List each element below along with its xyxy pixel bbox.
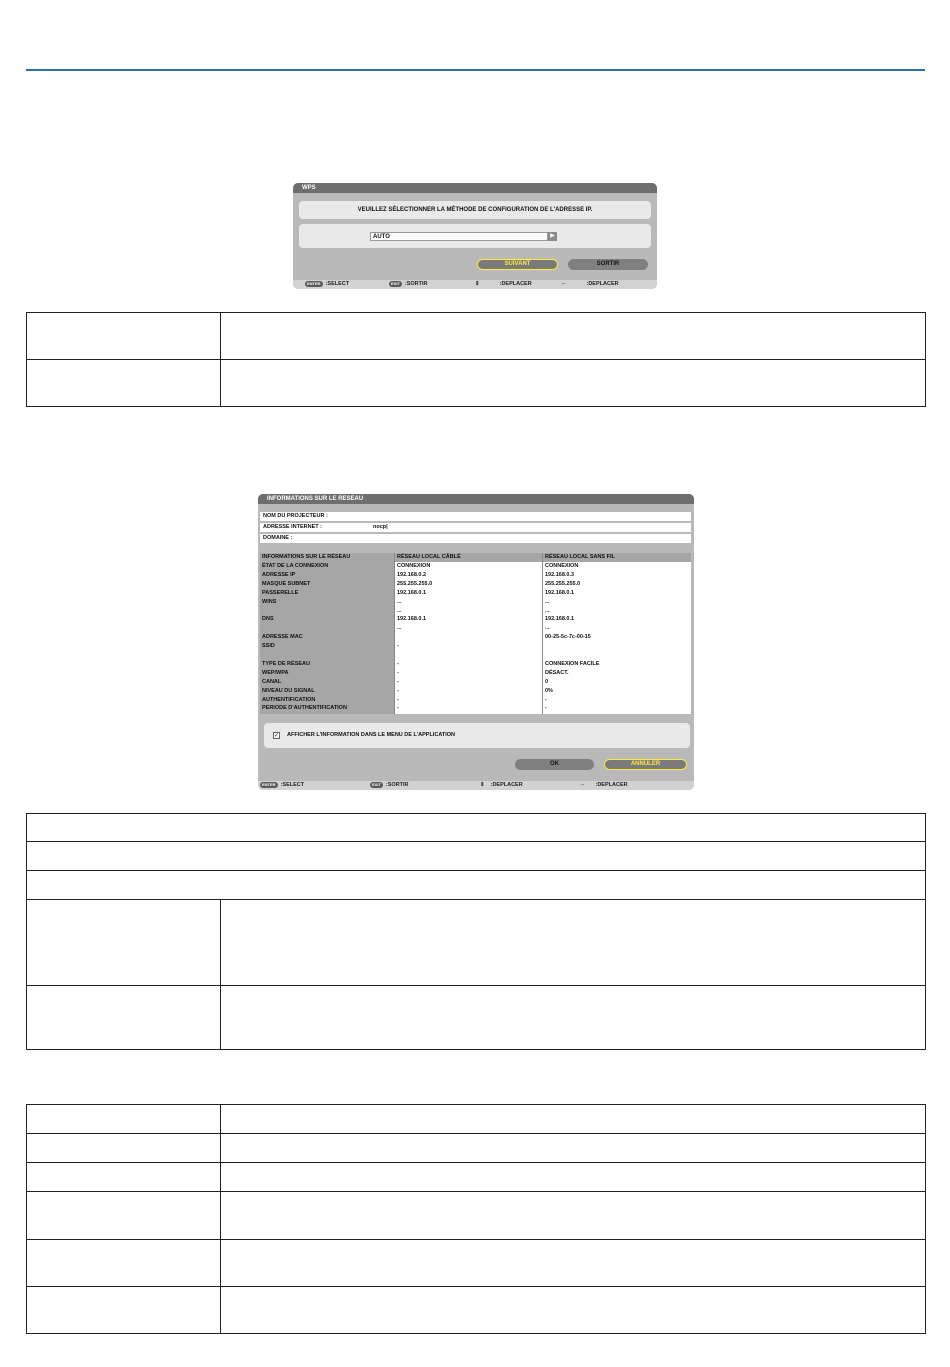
header-rule <box>26 69 925 71</box>
wireless-value: 192.168.0.1 <box>545 616 575 623</box>
prompt-panel <box>299 201 651 219</box>
up-down-arrow-icon: ⇕ <box>480 782 485 788</box>
table-row <box>27 1239 925 1240</box>
help-select: :SELECT <box>325 281 350 287</box>
help-bar <box>293 280 657 289</box>
table-row <box>27 1162 925 1163</box>
checkbox-label: AFFICHER L'INFORMATION DANS LE MENU DE L'APPLICATION <box>287 732 456 738</box>
dialog-title: WPS <box>293 183 657 193</box>
domain-field: DOMAINE : <box>260 534 691 543</box>
ip-method-select[interactable]: AUTO <box>370 232 548 241</box>
table-row <box>27 870 925 899</box>
wired-value: 255.255.255.0 <box>397 580 433 587</box>
settings-table <box>26 1104 926 1334</box>
wireless-value: 0 <box>545 678 549 685</box>
row-label: ADRESSE IP <box>262 571 296 578</box>
internet-address-value: nocp| <box>373 524 388 530</box>
help-bar <box>258 781 694 790</box>
wired-value: 192.168.0.2 <box>397 571 427 578</box>
internet-address-label: ADRESSE INTERNET : <box>263 524 322 530</box>
table-row <box>27 899 925 985</box>
wired-value: - <box>397 696 399 703</box>
row-label: NIVEAU DU SIGNAL <box>262 687 315 694</box>
wired-value: 192.168.0.1 <box>397 589 427 596</box>
wireless-value: 192.168.0.1 <box>545 589 575 596</box>
network-info-table <box>26 813 926 1050</box>
table-row <box>27 1191 925 1192</box>
wireless-value: - <box>545 696 547 703</box>
exit-key-icon: EXIT <box>391 280 400 286</box>
left-right-arrow-icon: ⇔ <box>580 782 586 788</box>
wireless-value: 255.255.255.0 <box>545 580 581 587</box>
row-label: TYPE DE RÉSEAU <box>262 660 310 667</box>
dialog-title: INFORMATIONS SUR LE RESEAU <box>258 494 694 504</box>
table-row <box>27 814 925 841</box>
wireless-value: 192.168.0.3 <box>545 571 575 578</box>
wired-value: - <box>397 678 399 685</box>
wireless-value: ... <box>545 607 550 614</box>
wired-value: - <box>397 643 399 650</box>
help-exit: :SORTIR <box>385 782 409 788</box>
wired-value: 192.168.0.1 <box>397 616 427 623</box>
table-row <box>27 1286 925 1287</box>
select-right-arrow-icon[interactable]: ▶ <box>548 232 557 241</box>
exit-button[interactable]: SORTIR <box>568 259 648 270</box>
network-info-dialog <box>258 494 694 790</box>
help-move-lr: :DEPLACER <box>595 782 628 788</box>
wireless-value: DÉSACT. <box>545 669 569 676</box>
row-label: PERIODE D'AUTHENTIFICATION <box>262 705 347 712</box>
exit-key-icon: EXIT <box>372 781 381 787</box>
projector-name-field: NOM DU PROJECTEUR : <box>260 512 691 521</box>
wireless-value: - <box>545 705 547 712</box>
header-wireless-lan: RÉSEAU LOCAL SANS FIL <box>543 553 691 562</box>
left-right-arrow-icon: ⇔ <box>561 281 567 287</box>
wireless-value: CONNEXION <box>545 563 579 569</box>
up-down-arrow-icon: ⇕ <box>475 281 480 287</box>
network-info-grid <box>260 553 691 714</box>
wireless-value: 0% <box>545 687 553 694</box>
wps-options-table <box>26 312 926 407</box>
wired-value: ... <box>397 598 402 605</box>
row-label: AUTHENTIFICATION <box>262 696 316 703</box>
row-label: DNS <box>262 616 274 623</box>
help-exit: :SORTIR <box>404 281 428 287</box>
wps-dialog <box>293 183 657 289</box>
wireless-value: ... <box>545 625 550 632</box>
help-move-lr: :DEPLACER <box>586 281 619 287</box>
show-info-checkbox[interactable]: ✓ <box>274 733 280 739</box>
checkbox-panel <box>264 723 690 748</box>
header-wired-lan: RÉSEAU LOCAL CÂBLÉ <box>395 553 542 562</box>
select-panel <box>299 224 651 248</box>
enter-key-icon: ENTER <box>307 280 321 286</box>
row-label: MASQUE SUBNET <box>262 580 311 587</box>
internet-address-field <box>260 523 691 532</box>
header-network-info: INFORMATIONS SUR LE RÉSEAU <box>260 553 394 562</box>
wired-value: - <box>397 705 399 712</box>
wired-value: ... <box>397 607 402 614</box>
row-label: ADRESSE MAC <box>262 634 303 641</box>
help-select: :SELECT <box>280 782 305 788</box>
wireless-value: CONNEXION FACILE <box>545 660 600 667</box>
wireless-value: ... <box>545 598 550 605</box>
enter-key-icon: ENTER <box>262 781 276 787</box>
row-label: ÉTAT DE LA CONNEXION <box>262 563 329 569</box>
wireless-value: 00-25-5c-7c-00-15 <box>545 634 591 641</box>
table-row <box>27 1133 925 1134</box>
row-label: PASSERELLE <box>262 589 299 596</box>
wired-value: - <box>397 660 399 667</box>
row-label: WINS <box>262 598 277 605</box>
wired-value: - <box>397 669 399 676</box>
row-label: CANAL <box>262 678 282 685</box>
help-move-ud: :DEPLACER <box>499 281 532 287</box>
wired-value: CONNEXION <box>397 563 431 569</box>
table-row <box>27 985 925 1050</box>
help-move-ud: :DEPLACER <box>490 782 523 788</box>
table-row <box>27 841 925 870</box>
cancel-button[interactable]: ANNULER <box>604 759 687 770</box>
table-row <box>27 359 925 407</box>
row-label: SSID <box>262 643 275 650</box>
ok-button[interactable]: OK <box>515 759 594 770</box>
prompt-text: VEUILLEZ SÉLECTIONNER LA MÉTHODE DE CONFIGURATION DE L'ADRESSE IP. <box>357 207 593 213</box>
next-button[interactable]: SUIVANT <box>477 259 558 270</box>
row-label: WEP/WPA <box>262 669 289 676</box>
wired-value: ... <box>397 625 402 632</box>
wired-value: - <box>397 687 399 694</box>
